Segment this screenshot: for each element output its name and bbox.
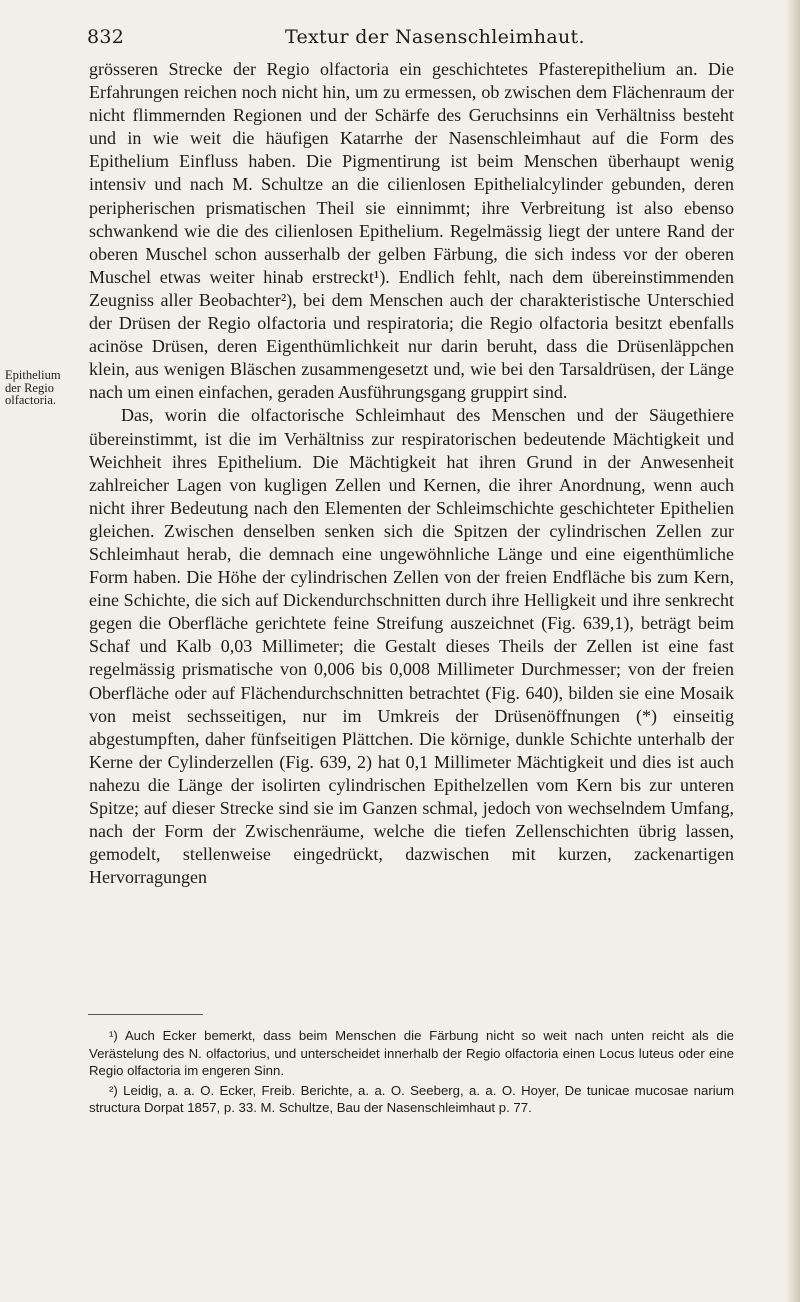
page-header: [85, 26, 735, 52]
page-number: 832: [87, 26, 125, 48]
paragraph: Das, worin die olfactorische Schleimhaut des Menschen und der Säugethiere übereinstimmt, ist die im Verhältniss zur respiratorischen bedeutende Mächtigkeit und Weichheit ihres Epithelium. Die Mächtigkeit hat ihren Grund in der Anwesenheit zahlreicher Lagen von kugligen Zellen und Kernen, die ihrer Anordnung, wenn auch nicht ihrer Bedeutung nach den Elementen der Schleimschichte geschichteter Epithelien gleichen. Zwischen denselben senken sich die Spitzen der cylindrischen Zellen zur Schleimhaut herab, die demnach eine ungewöhnliche Länge und eine eigenthümliche Form haben. Die Höhe der cylindrischen Zellen von der freien Endfläche bis zum Kern, eine Schichte, die sich auf Dickendurchschnitten durch ihre Helligkeit und ihre senkrecht gegen die Oberfläche gerichtete feine Streifung auszeichnet (Fig. 639,1), beträgt beim Schaf und Kalb 0,03 Millimeter; die Gestalt dieses Theils der Zellen ist eine fast regelmässig prismatische von 0,006 bis 0,008 Millimeter Durchmesser; von der freien Oberfläche oder auf Flächendurchschnitten betrachtet (Fig. 640), bilden sie eine Mosaik von meist sechsseitigen, nur im Umkreis der Drüsenöffnungen (*) einseitig abgestumpften, daher fünfseitigen Plättchen. Die körnige, dunkle Schichte unterhalb der Kerne der Cylinderzellen (Fig. 639, 2) hat 0,1 Millimeter Mächtigkeit und dies ist auch nahezu die Länge der isolirten cylindrischen Epithelzellen vom Kern bis zur unteren Spitze; auf dieser Strecke sind sie im Ganzen schmal, jedoch von wechselndem Umfang, nach der Form der Zwischenräume, welche die tiefen Zellenschichten übrig lassen, gemodelt, stellenweise eingedrückt, dazwischen mit kurzen, zackenartigen Hervorragungen: [89, 405, 734, 888]
footnote: ¹) Auch Ecker bemerkt, dass beim Menschen die Färbung nicht so weit nach unten reicht als die Verästelung des N. olfactorius, und unterscheidet innerhalb der Regio olfactoria einen Locus luteus oder eine Regio olfactoria im engeren Sinn.: [89, 1028, 734, 1078]
footnotes: [89, 1027, 734, 1119]
page-edge-shadow: [786, 0, 800, 1302]
paragraph: grösseren Strecke der Regio olfactoria ein geschichtetes Pfasterepithelium an. Die Erfahrungen reichen noch nicht hin, um zu ermessen, ob zwischen dem Flächenraum der nicht flimmernden Regionen und der Schärfe des Geruchsinns ein Verhältniss besteht und in wie weit die häufigen Katarrhe der Nasenschleimhaut auf die Form des Epithelium Einfluss haben. Die Pigmentirung ist beim Menschen überhaupt wenig intensiv und nach M. Schultze an die cilienlosen Epithelialcylinder gebunden, deren peripherischen prismatischen Theil sie einnimmt; ihre Verbreitung ist also ebenso schwankend wie die des cilienlosen Epithelium. Regelmässig liegt der untere Rand der oberen Muschel schon ausserhalb der gelben Färbung, die sich indess vor der oberen Muschel etwas weiter hinab erstreckt¹). Endlich fehlt, nach dem übereinstimmenden Zeugniss aller Beobachter²), bei dem Menschen auch der charakteristische Unterschied der Drüsen der Regio olfactoria und respiratoria; die Regio olfactoria besitzt ebenfalls acinöse Drüsen, deren Eigenthümlichkeit nur darin beruht, dass die Drüsenläppchen klein, aus wenigen Bläschen zusammengesetzt und, wie bei den Tarsaldrüsen, der Länge nach um einen einfachen, geraden Ausführungsgang gruppirt sind.: [89, 59, 734, 403]
footnote: ²) Leidig, a. a. O. Ecker, Freib. Berichte, a. a. O. Seeberg, a. a. O. Hoyer, De tunicae mucosae narium structura Dorpat 1857, p. 33. M. Schultze, Bau der Nasenschleimhaut p. 77.: [89, 1082, 734, 1115]
margin-note-line: Epithelium: [5, 368, 61, 382]
main-text: [89, 58, 734, 889]
running-title: Textur der Nasenschleimhaut.: [285, 26, 585, 48]
footnote-rule: [88, 1014, 203, 1015]
margin-note: [5, 369, 85, 407]
margin-note-line: der Regio: [5, 380, 54, 395]
margin-note-line: olfactoria.: [5, 393, 57, 407]
